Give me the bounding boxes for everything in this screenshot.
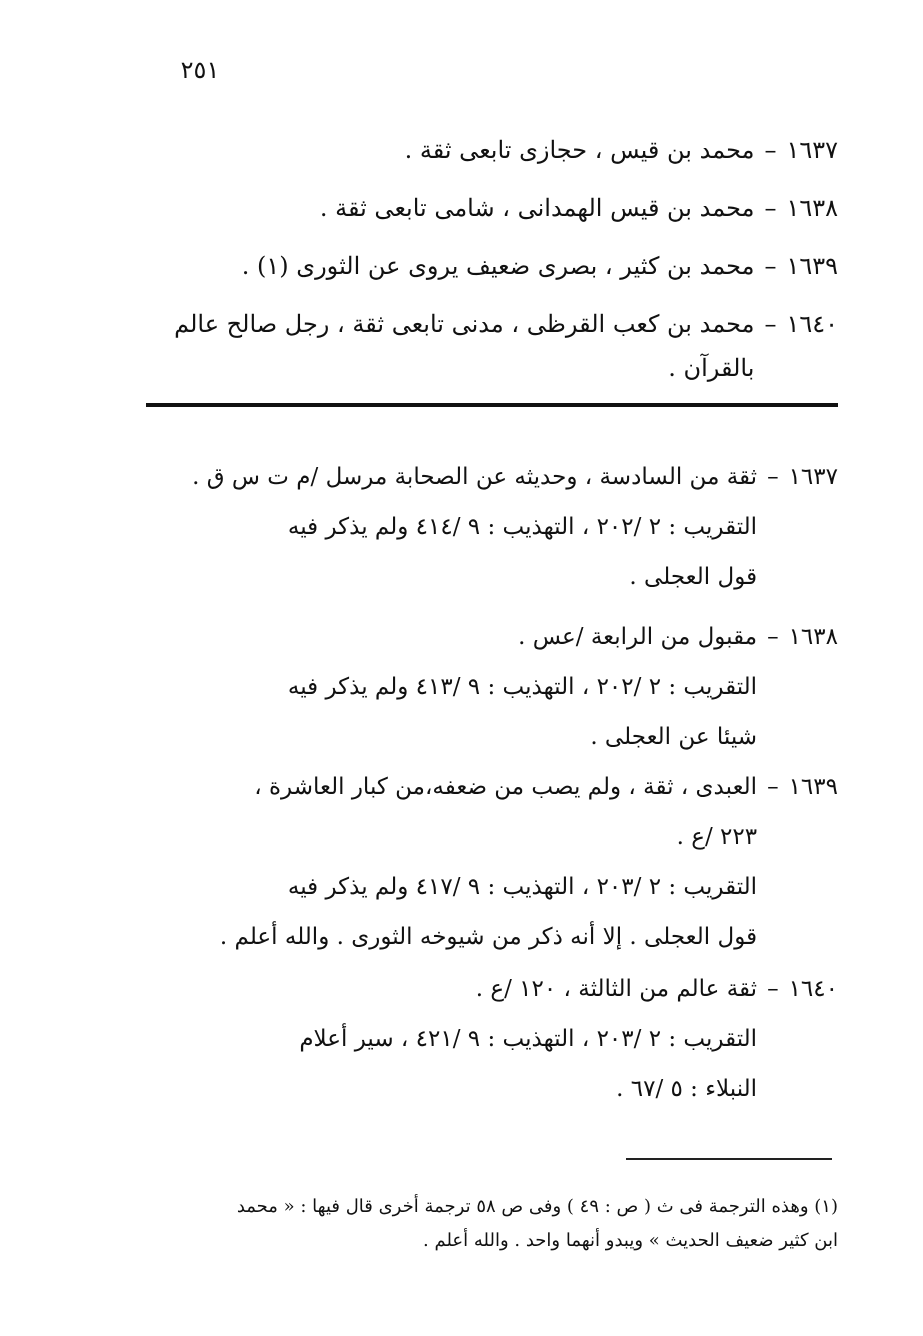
note-1637	[138, 452, 838, 602]
note-dash: –	[767, 624, 779, 650]
entry-1639	[138, 244, 838, 288]
entry-number: ١٦٤٠	[786, 310, 838, 338]
note-1640	[138, 964, 838, 1114]
note-1638	[138, 612, 838, 762]
entry-dash: –	[764, 136, 777, 164]
note-1639	[138, 762, 838, 962]
entry-dash: –	[764, 252, 777, 280]
note-text-line: قول العجلى .	[629, 564, 758, 590]
note-text-line: ٢٢٣ /ع .	[676, 824, 758, 850]
note-text-line: التقريب : ٢ /٢٠٢ ، التهذيب : ٩ /٤١٤ ولم يذكر فيه	[287, 514, 758, 540]
entry-text-line: محمد بن قيس ، حجازى تابعى ثقة .	[404, 136, 755, 164]
footnote-rule	[626, 1158, 832, 1160]
note-text-line: التقريب : ٢ /٢٠٣ ، التهذيب : ٩ /٤٢١ ، سير أعلام	[299, 1026, 758, 1052]
note-text-line: النبلاء : ٥ /٦٧ .	[616, 1076, 758, 1102]
note-dash: –	[767, 464, 779, 490]
page-number: ٢٥١	[180, 56, 220, 84]
entry-dash: –	[764, 194, 777, 222]
entry-text-line: بالقرآن .	[668, 354, 755, 382]
footnote-line: (١) وهذه الترجمة فى ث ( ص : ٤٩ ) وفى ص ٥٨ ترجمة أخرى قال فيها : « محمد	[236, 1196, 838, 1217]
note-text-line: ثقة من السادسة ، وحديثه عن الصحابة مرسل /م ت س ق .	[192, 464, 758, 490]
note-text-line: التقريب : ٢ /٢٠٣ ، التهذيب : ٩ /٤١٧ ولم يذكر فيه	[287, 874, 758, 900]
entry-1638	[138, 186, 838, 230]
note-number: ١٦٤٠	[788, 976, 838, 1002]
entry-text-line: محمد بن كعب القرظى ، مدنى تابعى ثقة ، رجل صالح عالم	[174, 310, 755, 338]
entry-1637	[138, 128, 838, 172]
entry-text-line: محمد بن قيس الهمدانى ، شامى تابعى ثقة .	[319, 194, 755, 222]
entry-number: ١٦٣٩	[786, 252, 838, 280]
note-text-line: قول العجلى . إلا أنه ذكر من شيوخه الثورى . والله أعلم .	[219, 924, 758, 950]
entry-number: ١٦٣٧	[786, 136, 838, 164]
note-dash: –	[767, 976, 779, 1002]
note-text-line: التقريب : ٢ /٢٠٢ ، التهذيب : ٩ /٤١٣ ولم يذكر فيه	[287, 674, 758, 700]
section-divider	[146, 403, 838, 407]
note-text-line: شيئا عن العجلى .	[590, 724, 758, 750]
entry-text-line: محمد بن كثير ، بصرى ضعيف يروى عن الثورى (١) .	[241, 252, 755, 280]
footnote	[138, 1190, 838, 1258]
note-number: ١٦٣٧	[788, 464, 838, 490]
note-text-line: ثقة عالم من الثالثة ، ١٢٠ /ع .	[475, 976, 758, 1002]
note-text-line: العبدى ، ثقة ، ولم يصب من ضعفه،من كبار العاشرة ،	[254, 774, 758, 800]
note-text-line: مقبول من الرابعة /عس .	[518, 624, 758, 650]
footnote-line: ابن كثير ضعيف الحديث » ويبدو أنهما واحد . والله أعلم .	[423, 1230, 838, 1251]
entry-1640	[138, 302, 838, 390]
note-dash: –	[767, 774, 779, 800]
entry-number: ١٦٣٨	[786, 194, 838, 222]
note-number: ١٦٣٩	[788, 774, 838, 800]
entry-dash: –	[764, 310, 777, 338]
note-number: ١٦٣٨	[788, 624, 838, 650]
